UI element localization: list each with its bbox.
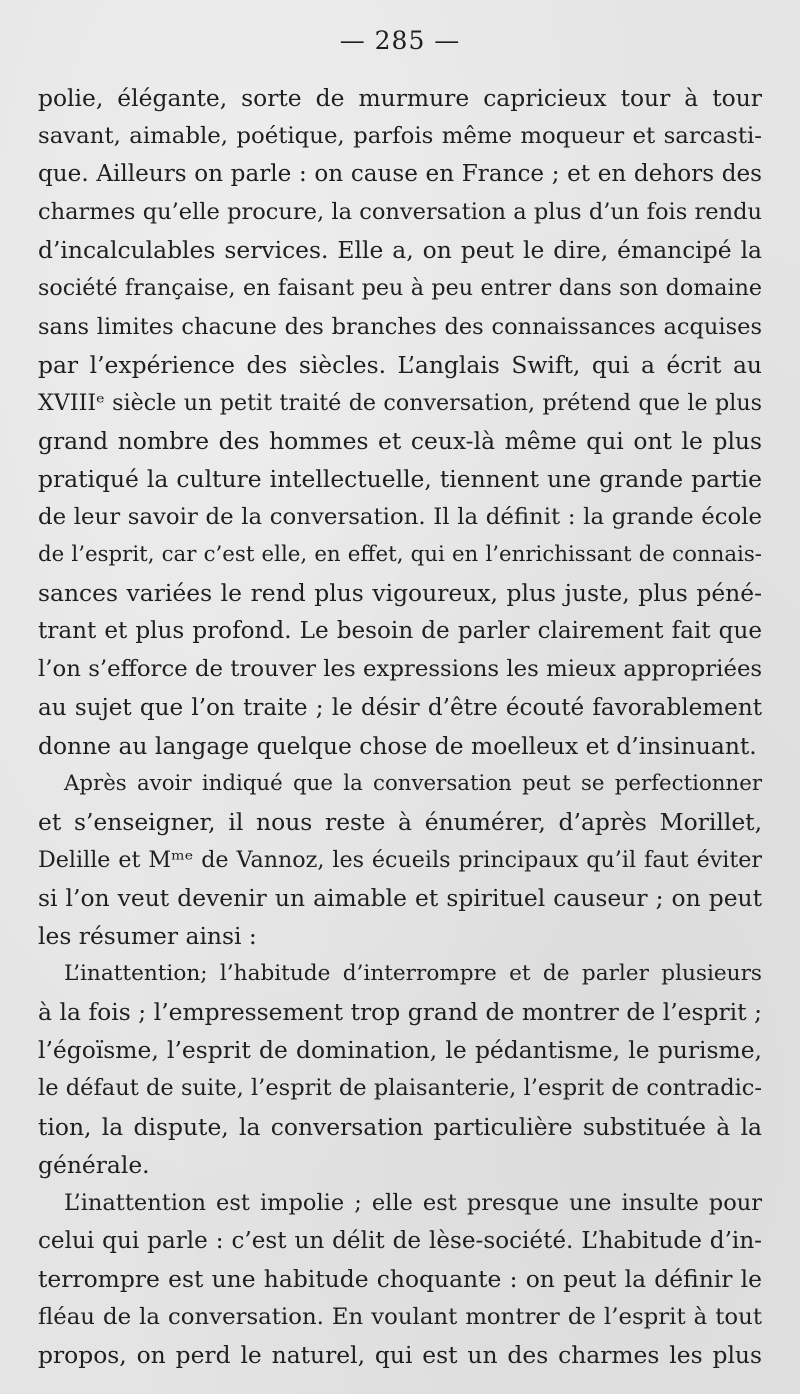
- text-line: de l’esprit, car c’est elle, en effet, qui en l’enrichissant de connais-: [38, 542, 762, 568]
- text-line: Delille et Mᵐᵉ de Vannoz, les écueils principaux qu’il faut éviter: [38, 846, 762, 873]
- text-line: générale.: [38, 1150, 150, 1179]
- text-line: grand nombre des hommes et ceux-là même qui ont le plus: [38, 426, 762, 455]
- text-line: que. Ailleurs on parle : on cause en France ; et en dehors des: [38, 161, 762, 188]
- text-line: de leur savoir de la conversation. Il la définit : la grande école: [38, 504, 762, 531]
- text-line: pratiqué la culture intellectuelle, tiennent une grande partie: [38, 464, 762, 493]
- text-line: XVIIIᵉ siècle un petit traité de conversation, prétend que le plus: [38, 389, 762, 416]
- text-line: les résumer ainsi :: [38, 922, 257, 951]
- text-line: terrompre est une habitude choquante : on peut la définir le: [38, 1264, 762, 1293]
- text-line: Après avoir indiqué que la conversation peut se perfectionner: [64, 770, 762, 796]
- text-line: d’incalculables services. Elle a, on peut le dire, émancipé la: [38, 236, 762, 265]
- text-line: sances variées le rend plus vigoureux, plus juste, plus péné-: [38, 579, 762, 608]
- text-line: tion, la dispute, la conversation particulière substituée à la: [38, 1112, 762, 1141]
- text-line: L’inattention est impolie ; elle est presque une insulte pour: [64, 1189, 762, 1216]
- text-line: L’inattention; l’habitude d’interrompre et de parler plusieurs: [64, 961, 762, 987]
- text-line: et s’enseigner, il nous reste à énumérer, d’après Morillet,: [38, 807, 762, 836]
- text-line: société française, en faisant peu à peu entrer dans son domaine: [38, 275, 762, 302]
- text-line: trant et plus profond. Le besoin de parler clairement fait que: [38, 618, 762, 645]
- text-line: savant, aimable, poétique, parfois même moqueur et sarcasti-: [38, 123, 762, 150]
- text-line: si l’on veut devenir un aimable et spirituel causeur ; on peut: [38, 883, 762, 912]
- text-line: propos, on perd le naturel, qui est un des charmes les plus: [38, 1341, 762, 1370]
- text-line: au sujet que l’on traite ; le désir d’être écouté favorablement: [38, 694, 762, 721]
- text-line: le défaut de suite, l’esprit de plaisanterie, l’esprit de contradic-: [38, 1075, 762, 1102]
- text-line: fléau de la conversation. En voulant montrer de l’esprit à tout: [38, 1304, 762, 1330]
- page-number: — 285 —: [339, 26, 461, 55]
- text-line: l’on s’efforce de trouver les expressions les mieux appropriées: [38, 656, 763, 683]
- text-line: sans limites chacune des branches des connaissances acquises: [38, 313, 762, 340]
- body-text: [38, 79, 762, 1374]
- text-line: donne au langage quelque chose de moelleux et d’insinuant.: [38, 731, 757, 760]
- text-line: charmes qu’elle procure, la conversation a plus d’un fois rendu: [38, 199, 762, 226]
- text-line: par l’expérience des siècles. L’anglais Swift, qui a écrit au: [38, 350, 762, 379]
- text-line: celui qui parle : c’est un délit de lèse-société. L’habitude d’in-: [38, 1227, 762, 1254]
- text-line: polie, élégante, sorte de murmure capricieux tour à tour: [38, 84, 762, 112]
- text-line: l’égoïsme, l’esprit de domination, le pédantisme, le purisme,: [38, 1036, 762, 1065]
- text-line: à la fois ; l’empressement trop grand de montrer de l’esprit ;: [38, 998, 762, 1027]
